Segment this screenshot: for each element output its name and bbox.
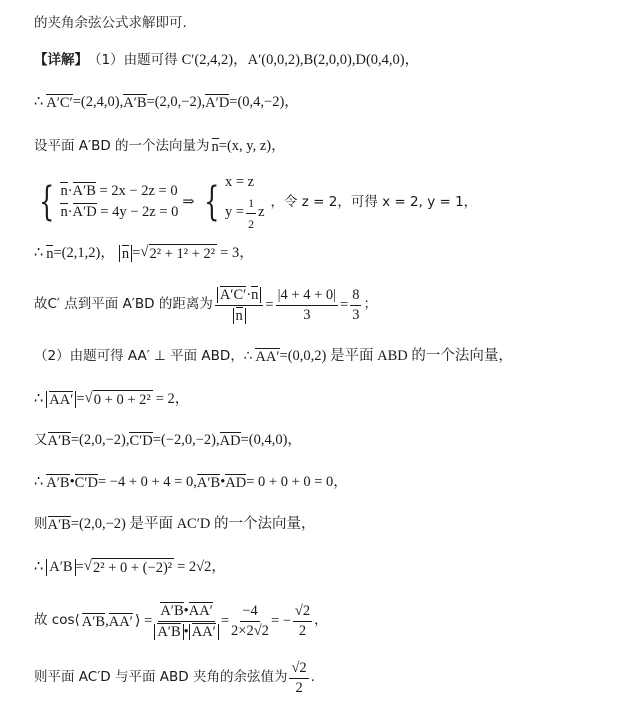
cos-den-2: 2×2√2: [231, 622, 269, 639]
cos-num-ab: A′B: [160, 603, 184, 619]
conclusion-text: 则平面 AC′D 与平面 ABD 夹角的余弦值为: [34, 669, 288, 686]
cos-den-aa: AA′: [191, 623, 216, 640]
sqrt-radicand-1: 2² + 1² + 2²: [149, 246, 216, 262]
normal-vector-components: =(x, y, z)，: [218, 138, 286, 155]
dot-result-2: = 0 + 0 + 0 = 0，: [246, 474, 348, 491]
system-tail-text: ，令 z = 2，可得 x = 2, y = 1，: [270, 193, 478, 210]
vector-ab-3: A′B: [47, 517, 71, 533]
implies-arrow-icon: ⇒: [182, 194, 195, 211]
equation-system-left: [34, 181, 178, 225]
then-text: 则: [34, 515, 48, 532]
vector-ab-value: =(2,0,−2),: [146, 94, 206, 111]
line-cosine: [34, 602, 632, 640]
part1-text: （1）由题可得: [88, 51, 178, 68]
dot-result-1: = −4 + 0 + 4 = 0,: [97, 474, 197, 491]
sqrt-radicand-2: 0 + 0 + 2²: [93, 392, 151, 408]
line-normal-result: [34, 244, 632, 263]
line-vectors-1: [34, 94, 632, 111]
conclusion-num: √2: [289, 660, 308, 679]
vector-ac-value: =(2,4,0),: [72, 94, 124, 111]
norm-ab: A′B: [46, 559, 75, 576]
distance-fraction-3: [350, 287, 361, 323]
dist-dot: ·: [246, 287, 252, 303]
cos-close: ⟩ =: [134, 612, 153, 629]
therefore-symbol-2: ∴: [34, 245, 44, 261]
distance-eq-2: =: [340, 296, 349, 313]
sqrt-icon-2: √: [84, 390, 93, 406]
sqrt-norm-ab: [84, 558, 174, 577]
line-normal-acd: [34, 516, 632, 533]
line-conclusion: [34, 660, 632, 696]
dot-op-2: •: [220, 474, 226, 491]
cos-tail: ，: [314, 612, 328, 629]
dot-ad: AD: [225, 475, 247, 491]
sys-n-2: n: [60, 204, 68, 221]
distance-fraction-2: [276, 287, 338, 323]
sys-dot-2: ·: [67, 204, 73, 221]
sqrt-icon-3: √: [83, 558, 92, 574]
also-text: 又: [34, 431, 48, 448]
solution-row-1: x = z: [225, 174, 255, 190]
dot-ab-1: A′B: [46, 475, 70, 491]
left-brace-icon: {: [39, 179, 55, 226]
normal-setup-text: 设平面 A′BD 的一个法向量为: [34, 137, 210, 154]
conclusion-fraction: [289, 660, 308, 696]
cos-prefix: 故 cos⟨: [34, 612, 80, 629]
normal-n-value: =(2,1,2)，: [53, 245, 115, 261]
vector-ac: A′C′: [46, 95, 73, 111]
fraction-half: [246, 194, 256, 233]
vector-cd: C′D: [129, 433, 153, 449]
normal-vector-n: n: [211, 139, 219, 155]
dot-ab-2: A′B: [196, 475, 221, 491]
norm-aa-result: = 2，: [155, 391, 190, 407]
cos-num-2: −4: [240, 603, 259, 622]
norm-ab-eq: =: [75, 559, 84, 575]
dist-den-3: 3: [352, 306, 360, 323]
line-norm-aa: [34, 390, 632, 409]
line-distance: [34, 286, 632, 324]
line-system: [34, 172, 632, 233]
vector-ad-2: AD: [219, 433, 241, 449]
norm-aa-eq: =: [76, 391, 85, 407]
solution-z: z: [258, 204, 265, 221]
cos-fraction-2: [231, 603, 269, 639]
line-part1-points: [34, 52, 632, 69]
norm-result: = 3，: [220, 245, 254, 261]
normal-acd-desc: =(2,0,−2) 是平面 AC′D 的一个法向量，: [70, 516, 316, 533]
system-row-1: [60, 181, 178, 203]
sys-eq-2: = 4y − 2z = 0: [100, 204, 179, 221]
line-intro: [34, 16, 632, 32]
sys-n-1: n: [60, 182, 68, 199]
solution-row-2: [225, 194, 265, 233]
detail-label: 【详解】: [34, 51, 88, 68]
line-normal-setup: [34, 138, 632, 155]
norm-aa-inner: AA′: [49, 391, 74, 408]
sqrt-norm-n: [140, 244, 217, 263]
vector-aa-desc: =(0,0,2) 是平面 ABD 的一个法向量，: [279, 348, 513, 365]
system-row-2: [60, 202, 178, 224]
line-vectors-2: [34, 432, 632, 449]
line-norm-ab: [34, 558, 632, 577]
cos-comma: ,: [105, 612, 109, 629]
sys-dot-1: ·: [67, 182, 73, 199]
vector-ad-2-value: =(0,4,0)，: [240, 432, 302, 449]
cos-num-aa: AA′: [188, 603, 213, 619]
sys-ab-1: A′B: [72, 182, 96, 199]
dist-num-2: |4 + 4 + 0|: [276, 287, 338, 306]
sqrt-norm-aa: [85, 390, 153, 409]
norm-ab-result: = 2√2，: [177, 559, 226, 575]
distance-tail: ；: [363, 296, 377, 313]
solution-y-eq: y =: [225, 204, 245, 221]
dist-vec-n: n: [251, 287, 259, 303]
distance-eq-1: =: [265, 296, 274, 313]
half-den: 2: [248, 216, 255, 231]
cos-vec-aa: AA′: [108, 613, 133, 630]
dot-op-1: •: [69, 474, 75, 491]
line-part2: [34, 348, 632, 365]
dist-den-n: n: [235, 307, 243, 324]
cos-eq-2: = −: [270, 612, 291, 629]
cos-num-dot: •: [183, 603, 189, 619]
norm-aa: [46, 391, 76, 409]
cos-fraction-1: [154, 602, 219, 640]
part2-text: （2）由题可得 AA′ ⊥ 平面 ABD，∴: [34, 347, 253, 364]
cos-fraction-3: [293, 603, 312, 639]
sys-eq-1: = 2x − 2z = 0: [99, 182, 178, 199]
cos-den-3: 2: [298, 622, 307, 639]
half-num: 1: [246, 194, 256, 214]
vector-aa: AA′: [255, 349, 280, 365]
line-dot-products: [34, 474, 632, 491]
dist-num-3: 8: [350, 287, 361, 306]
sqrt-icon: √: [140, 244, 149, 260]
right-brace-icon: {: [203, 179, 219, 226]
norm-eq: =: [132, 245, 141, 261]
conclusion-tail: .: [310, 669, 315, 686]
intro-text: 的夹角余弦公式求解即可.: [34, 15, 187, 31]
cos-eq-1: =: [220, 612, 230, 629]
cos-den-ab: A′B: [157, 623, 181, 640]
dist-den-2: 3: [303, 306, 311, 323]
cos-den-dot: •: [183, 623, 189, 640]
normal-n-2: n: [46, 245, 54, 262]
dist-vec-ac: A′C′: [219, 287, 247, 303]
norm-n: [119, 245, 132, 263]
therefore-symbol-4: ∴: [34, 474, 44, 491]
points-list: C′(2,4,2)，A′(0,0,2),B(2,0,0),D(0,4,0)，: [181, 52, 420, 68]
therefore-symbol: ∴: [34, 94, 44, 111]
sys-ad-2: A′D: [72, 204, 97, 221]
vector-ab: A′B: [123, 95, 147, 111]
dot-cd: C′D: [74, 475, 98, 491]
vector-ab-2: A′B: [47, 433, 71, 449]
cos-vec-ab: A′B: [81, 613, 106, 630]
therefore-symbol-5: ∴: [34, 559, 44, 575]
equation-system-right: [199, 172, 265, 233]
distance-fraction-1: [215, 286, 264, 324]
cos-num-3: √2: [293, 603, 312, 622]
conclusion-den: 2: [295, 679, 303, 696]
therefore-symbol-3: ∴: [34, 391, 44, 407]
vector-ad: A′D: [205, 95, 230, 111]
vector-ab-2-value: =(2,0,−2),: [70, 432, 130, 449]
sqrt-radicand-3: 2² + 0 + (−2)²: [92, 560, 173, 576]
vector-cd-value: =(−2,0,−2),: [152, 432, 220, 449]
distance-text: 故C′ 点到平面 A′BD 的距离为: [34, 296, 213, 313]
norm-n-inner: n: [121, 245, 130, 262]
vector-ad-value: =(0,4,−2)，: [229, 94, 299, 111]
